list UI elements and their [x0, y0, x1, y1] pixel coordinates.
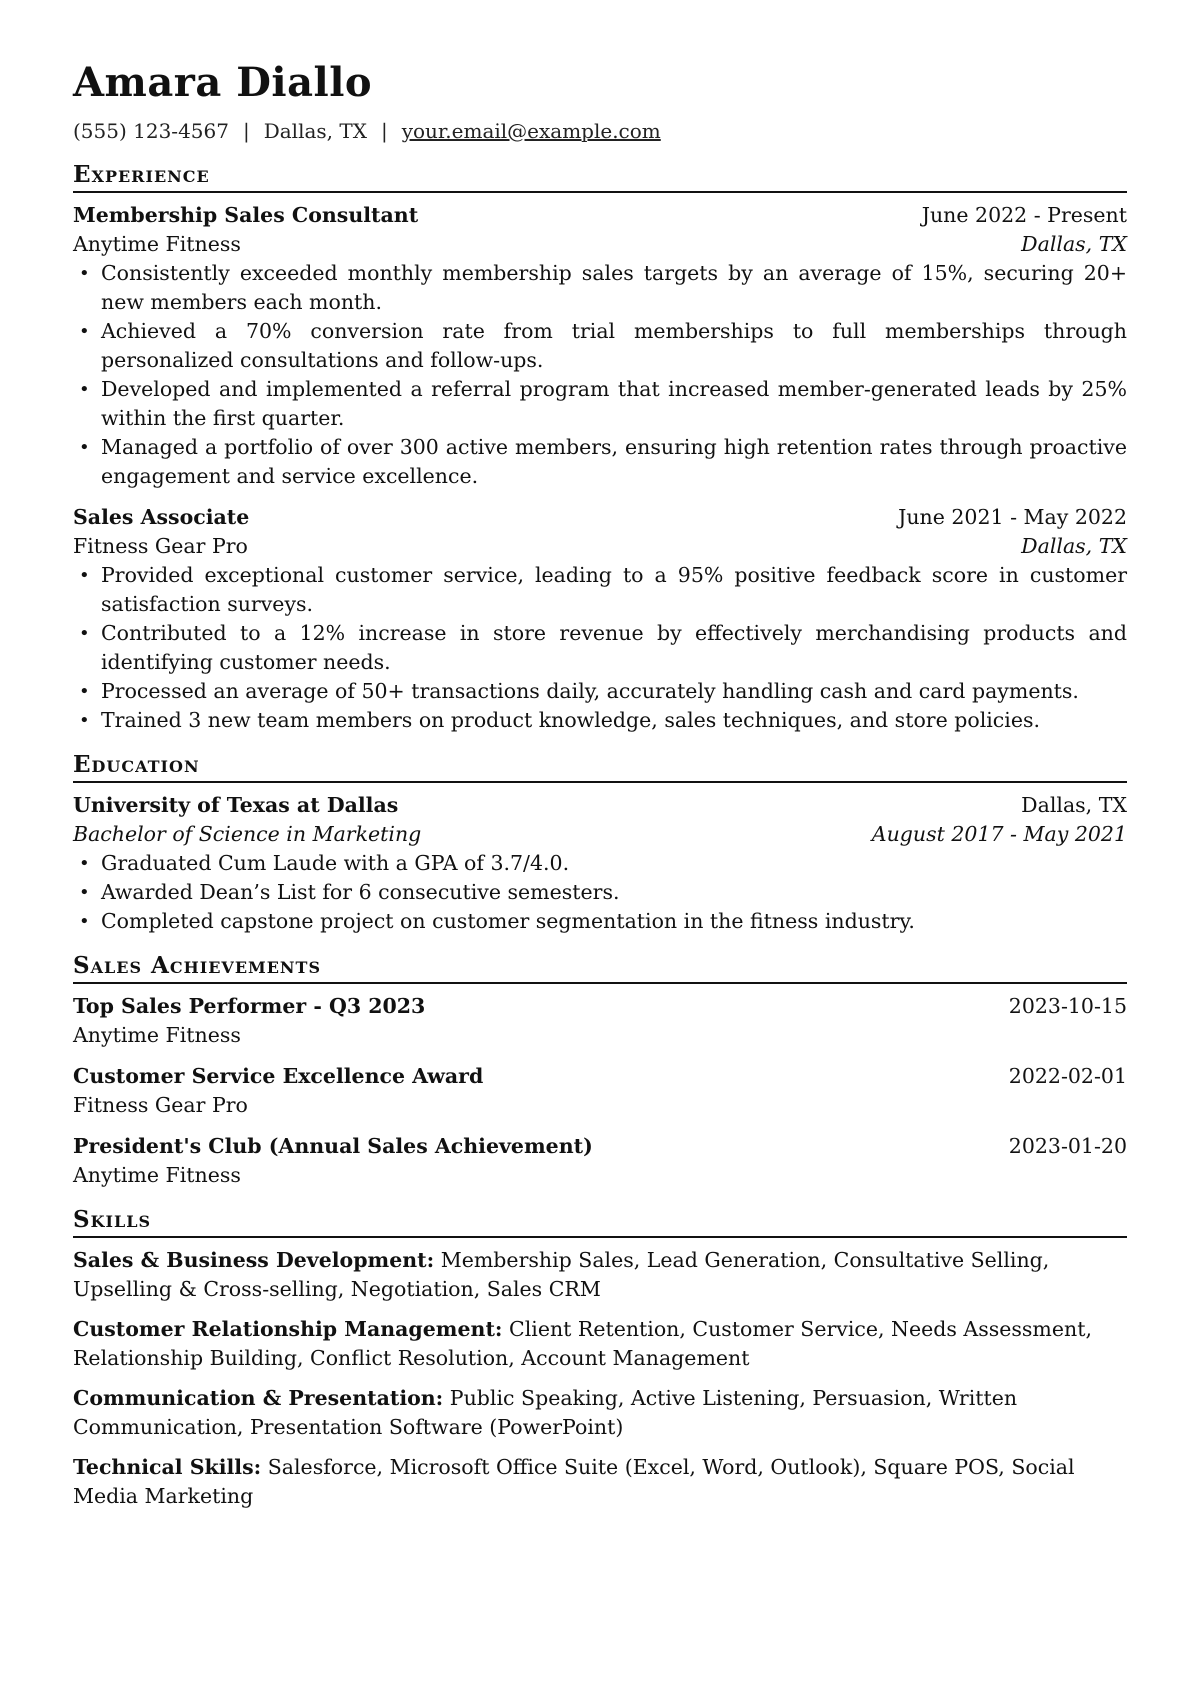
achievement-name: Customer Service Excellence Award [73, 1064, 484, 1088]
achievement-date: 2022-02-01 [1008, 1064, 1127, 1088]
skill-group [73, 1315, 1127, 1373]
bullet-item: • Contributed to a 12% increase in store revenue by effectively merchandising products and identifying customer needs. [73, 619, 1127, 677]
bullet-item: • Graduated Cum Laude with a GPA of 3.7/4.0. [73, 849, 1127, 878]
bullet-item: • Awarded Dean’s List for 6 consecutive semesters. [73, 878, 1127, 907]
skill-group-label: Customer Relationship Management: [73, 1317, 503, 1341]
skills-section [73, 1205, 1127, 1511]
skill-group-items: Client Retention, Customer Service, Needs Assessment, Relationship Building, Conflict Resolution, Account Management [73, 1317, 1092, 1370]
job-bullets [73, 561, 1127, 735]
job-role: Sales Associate [73, 505, 250, 529]
achievement-name: Top Sales Performer - Q3 2023 [73, 994, 426, 1018]
achievement-date: 2023-10-15 [1008, 994, 1127, 1018]
phone: (555) 123-4567 [73, 119, 229, 143]
job-company: Fitness Gear Pro [73, 534, 248, 558]
achievement-name: President's Club (Annual Sales Achievement) [73, 1134, 593, 1158]
bullet-item: • Consistently exceeded monthly membership sales targets by an average of 15%, securing 20+ new members each month. [73, 259, 1127, 317]
achievement-org: Anytime Fitness [73, 1163, 241, 1187]
candidate-name: Amara Diallo [73, 59, 373, 106]
job-company: Anytime Fitness [73, 232, 241, 256]
skill-group [73, 1246, 1127, 1304]
school-location: Dallas, TX [1021, 793, 1127, 817]
job-dates: June 2022 - Present [921, 203, 1127, 227]
contact-line [73, 117, 1127, 145]
job-bullets [73, 259, 1127, 491]
bullet-item: • Trained 3 new team members on product knowledge, sales techniques, and store policies. [73, 706, 1127, 735]
skill-group-items: Salesforce, Microsoft Office Suite (Excel, Word, Outlook), Square POS, Social Media Marketing [73, 1455, 1075, 1508]
achievement-entry [73, 1062, 1127, 1120]
job-dates: June 2021 - May 2022 [898, 505, 1127, 529]
education-section [73, 750, 1127, 936]
achievement-entry [73, 992, 1127, 1050]
education-dates: August 2017 - May 2021 [871, 822, 1127, 846]
school-name: University of Texas at Dallas [73, 793, 399, 817]
contact-separator: | [242, 119, 250, 143]
experience-section [73, 160, 1127, 735]
section-title-achievements: Sales Achievements [73, 951, 1127, 984]
location: Dallas, TX [263, 119, 367, 143]
skill-group-label: Technical Skills: [73, 1455, 262, 1479]
degree: Bachelor of Science in Marketing [73, 822, 422, 846]
bullet-item: • Provided exceptional customer service, leading to a 95% positive feedback score in customer satisfaction surveys. [73, 561, 1127, 619]
achievement-org: Fitness Gear Pro [73, 1093, 248, 1117]
achievement-entry [73, 1132, 1127, 1190]
skill-group [73, 1453, 1127, 1511]
section-title-education: Education [73, 750, 1127, 783]
email-link[interactable]: your.email@example.com [401, 119, 661, 143]
resume-page [73, 58, 1127, 1522]
job-role: Membership Sales Consultant [73, 203, 419, 227]
bullet-item: • Managed a portfolio of over 300 active members, ensuring high retention rates through proactive engagement and service excellence. [73, 433, 1127, 491]
job-entry [73, 503, 1127, 735]
bullet-item: • Completed capstone project on customer segmentation in the fitness industry. [73, 907, 1127, 936]
contact-separator: | [380, 119, 388, 143]
job-location: Dallas, TX [1021, 534, 1127, 558]
skill-group-items: Membership Sales, Lead Generation, Consultative Selling, Upselling & Cross-selling, Negotiation, Sales CRM [73, 1248, 1050, 1301]
section-title-experience: Experience [73, 160, 1127, 193]
achievement-date: 2023-01-20 [1008, 1134, 1127, 1158]
bullet-item: • Achieved a 70% conversion rate from trial memberships to full memberships through personalized consultations and follow-ups. [73, 317, 1127, 375]
achievement-org: Anytime Fitness [73, 1023, 241, 1047]
achievements-section [73, 951, 1127, 1190]
job-location: Dallas, TX [1021, 232, 1127, 256]
bullet-item: • Developed and implemented a referral program that increased member-generated leads by 25% within the first quarter. [73, 375, 1127, 433]
bullet-item: • Processed an average of 50+ transactions daily, accurately handling cash and card payments. [73, 677, 1127, 706]
education-bullets [73, 849, 1127, 936]
skill-group [73, 1384, 1127, 1442]
skill-group-label: Sales & Business Development: [73, 1248, 435, 1272]
skill-group-items: Public Speaking, Active Listening, Persuasion, Written Communication, Presentation Software (PowerPoint) [73, 1386, 1018, 1439]
skill-group-label: Communication & Presentation: [73, 1386, 444, 1410]
job-entry [73, 201, 1127, 491]
section-title-skills: Skills [73, 1205, 1127, 1238]
